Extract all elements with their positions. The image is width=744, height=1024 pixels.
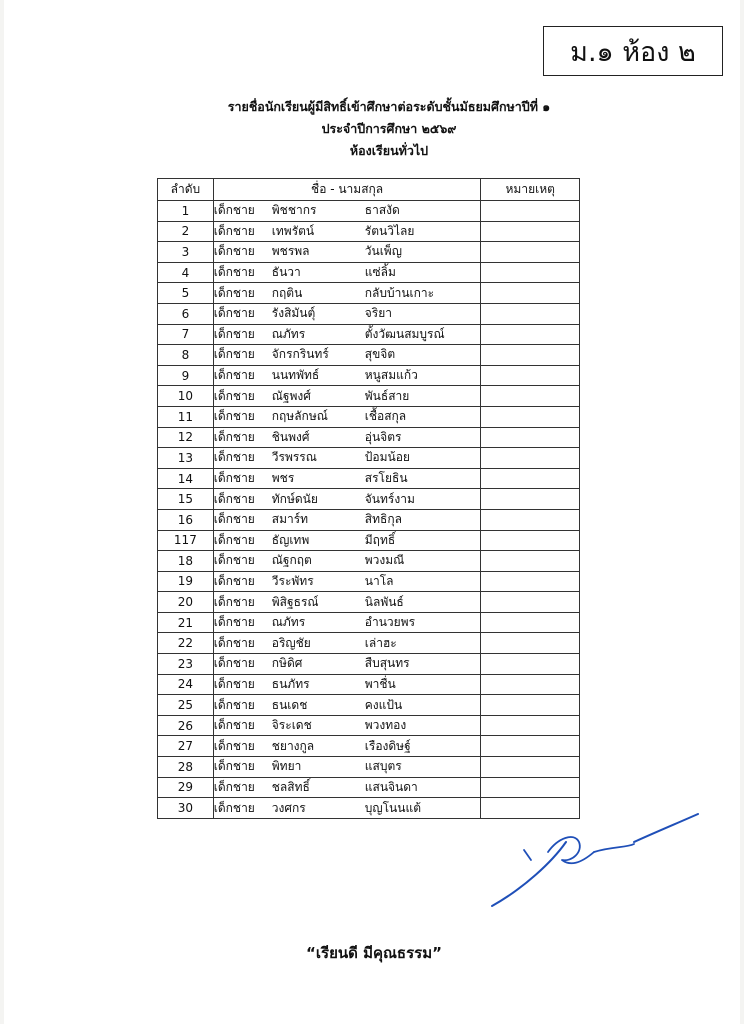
document-page [4,0,740,1024]
last-name: คงแป้น [364,697,403,712]
row-number: 18 [158,551,214,572]
row-number: 11 [158,406,214,427]
last-name: มีฤทธิ์ [364,532,396,547]
row-number: 10 [158,386,214,407]
table-row [158,283,580,304]
name-prefix: เด็กชาย [213,759,255,774]
row-number: 16 [158,509,214,530]
last-name: นาโล [364,573,394,588]
note-cell [481,509,580,530]
student-name [213,386,481,407]
note-cell [481,489,580,510]
table-row [158,551,580,572]
note-cell [481,612,580,633]
name-prefix: เด็กชาย [213,615,255,630]
last-name: พวงทอง [364,718,407,733]
name-prefix: เด็กชาย [213,429,255,444]
student-name [213,448,481,469]
table-row [158,303,580,324]
note-cell [481,365,580,386]
last-name: เชื้อสกุล [364,409,407,424]
row-number: 15 [158,489,214,510]
note-cell [481,324,580,345]
roster-body [158,201,580,819]
student-name [213,654,481,675]
first-name: วีระพัทร [271,573,314,588]
last-name: พาชื่น [364,676,396,691]
first-name: วีรพรรณ [271,450,317,465]
last-name: แสนจินดา [364,779,418,794]
student-name [213,777,481,798]
student-name [213,427,481,448]
note-cell [481,633,580,654]
table-row [158,757,580,778]
row-number: 9 [158,365,214,386]
first-name: นนทพัทธ์ [271,368,320,383]
note-cell [481,386,580,407]
note-cell [481,406,580,427]
last-name: สิทธิกุล [364,512,402,527]
table-header-row [158,179,580,201]
note-cell [481,530,580,551]
table-row [158,509,580,530]
first-name: ธันวา [271,265,301,280]
row-number: 20 [158,592,214,613]
table-row [158,242,580,263]
first-name: ธนภัทร [271,676,310,691]
title-line-3: ห้องเรียนทั่วไป [349,143,429,158]
first-name: ชลสิทธิ์ [271,779,310,794]
student-name [213,633,481,654]
note-cell [481,242,580,263]
first-name: ณภัทร [271,326,306,341]
name-prefix: เด็กชาย [213,594,255,609]
note-cell [481,468,580,489]
first-name: กฤติน [271,285,303,300]
table-row [158,571,580,592]
note-cell [481,592,580,613]
name-prefix: เด็กชาย [213,656,255,671]
table-row [158,736,580,757]
first-name: ชยางกูล [271,738,315,753]
signature-mark [484,808,704,918]
row-number: 27 [158,736,214,757]
table-row [158,468,580,489]
table-row [158,592,580,613]
first-name: ชินพงศ์ [271,429,310,444]
table-row [158,674,580,695]
note-cell [481,736,580,757]
note-cell [481,427,580,448]
row-number: 6 [158,303,214,324]
name-prefix: เด็กชาย [213,779,255,794]
last-name: จริยา [364,306,393,321]
note-cell [481,695,580,716]
row-number: 25 [158,695,214,716]
last-name: ป้อมน้อย [364,450,410,465]
document-title [164,96,614,162]
first-name: ณภัทร [271,615,306,630]
name-prefix: เด็กชาย [213,388,255,403]
room-label: ม.๑ ห้อง ๒ [543,26,723,76]
student-name [213,612,481,633]
student-name [213,509,481,530]
name-prefix: เด็กชาย [213,203,255,218]
name-prefix: เด็กชาย [213,718,255,733]
first-name: ธัญเทพ [271,532,310,547]
row-number: 24 [158,674,214,695]
first-name: พิชชากร [271,203,317,218]
name-prefix: เด็กชาย [213,471,255,486]
row-number: 26 [158,715,214,736]
name-prefix: เด็กชาย [213,800,255,815]
student-name [213,262,481,283]
note-cell [481,221,580,242]
student-name [213,489,481,510]
last-name: ตั้งวัฒนสมบูรณ์ [364,326,445,341]
note-cell [481,654,580,675]
row-number: 13 [158,448,214,469]
note-cell [481,571,580,592]
note-cell [481,303,580,324]
first-name: รังสิมันต์ุ [271,306,316,321]
student-name [213,736,481,757]
first-name: ธนเดช [271,697,308,712]
header-name: ชื่อ - นามสกุล [213,179,481,201]
last-name: ธาสงัด [364,203,400,218]
name-prefix: เด็กชาย [213,512,255,527]
table-row [158,654,580,675]
table-row [158,221,580,242]
name-prefix: เด็กชาย [213,409,255,424]
last-name: นิลพันธ์ [364,594,404,609]
first-name: กษิดิศ [271,656,303,671]
name-prefix: เด็กชาย [213,306,255,321]
last-name: หนูสมแก้ว [364,368,418,383]
last-name: อุ่นจิตร [364,429,402,444]
first-name: สมาร์ท [271,512,309,527]
last-name: สืบสุนทร [364,656,410,671]
name-prefix: เด็กชาย [213,265,255,280]
row-number: 28 [158,757,214,778]
first-name: พชรพล [271,244,310,259]
note-cell [481,345,580,366]
row-number: 22 [158,633,214,654]
last-name: เล่าฮะ [364,635,397,650]
last-name: จันทร์งาม [364,491,415,506]
first-name: ณัฐกฤต [271,553,312,568]
table-row [158,489,580,510]
last-name: วันเพ็ญ [364,244,402,259]
header-no: ลำดับ [158,179,214,201]
name-prefix: เด็กชาย [213,676,255,691]
student-name [213,365,481,386]
table-row [158,365,580,386]
student-name [213,715,481,736]
student-name [213,406,481,427]
row-number: 19 [158,571,214,592]
student-name [213,324,481,345]
table-row [158,201,580,222]
student-name [213,221,481,242]
student-roster-table [157,178,580,819]
name-prefix: เด็กชาย [213,532,255,547]
row-number: 3 [158,242,214,263]
student-name [213,283,481,304]
table-row [158,345,580,366]
row-number: 14 [158,468,214,489]
row-number: 8 [158,345,214,366]
table-row [158,386,580,407]
last-name: แซ่ลิ้ม [364,265,396,280]
student-name [213,757,481,778]
row-number: 7 [158,324,214,345]
student-name [213,695,481,716]
table-row [158,695,580,716]
last-name: พวงมณี [364,553,405,568]
last-name: พันธ์สาย [364,388,410,403]
name-prefix: เด็กชาย [213,450,255,465]
table-row [158,427,580,448]
note-cell [481,715,580,736]
first-name: จักรกรินทร์ [271,347,329,362]
name-prefix: เด็กชาย [213,635,255,650]
table-row [158,406,580,427]
name-prefix: เด็กชาย [213,326,255,341]
student-name [213,530,481,551]
first-name: พิสิฐธรณ์ [271,594,319,609]
table-row [158,530,580,551]
table-row [158,448,580,469]
first-name: จิระเดช [271,718,312,733]
last-name: สรโยธิน [364,471,408,486]
row-number: 23 [158,654,214,675]
last-name: กลับบ้านเกาะ [364,285,435,300]
row-number: 30 [158,798,214,819]
student-name [213,551,481,572]
last-name: สุขจิต [364,347,396,362]
note-cell [481,262,580,283]
first-name: อริญชัย [271,635,311,650]
table-row [158,324,580,345]
last-name: เรืองดิษฐ์ [364,738,411,753]
name-prefix: เด็กชาย [213,738,255,753]
last-name: แสบุตร [364,759,402,774]
note-cell [481,551,580,572]
row-number: 117 [158,530,214,551]
name-prefix: เด็กชาย [213,697,255,712]
row-number: 29 [158,777,214,798]
note-cell [481,777,580,798]
title-line-2: ประจำปีการศึกษา ๒๕๖๙ [321,121,457,136]
first-name: ณัฐพงศ์ [271,388,311,403]
name-prefix: เด็กชาย [213,347,255,362]
student-name [213,345,481,366]
first-name: ทักษ์ดนัย [271,491,318,506]
row-number: 2 [158,221,214,242]
first-name: วงศกร [271,800,306,815]
last-name: บุญโนนแต้ [364,800,421,815]
name-prefix: เด็กชาย [213,285,255,300]
row-number: 12 [158,427,214,448]
student-name [213,592,481,613]
note-cell [481,674,580,695]
row-number: 21 [158,612,214,633]
title-line-1: รายชื่อนักเรียนผู้มีสิทธิ์เข้าศึกษาต่อระดับชั้นมัธยมศึกษาปีที่ ๑ [227,99,551,114]
student-name [213,674,481,695]
table-row [158,262,580,283]
student-name [213,242,481,263]
student-name [213,303,481,324]
name-prefix: เด็กชาย [213,244,255,259]
name-prefix: เด็กชาย [213,368,255,383]
name-prefix: เด็กชาย [213,491,255,506]
note-cell [481,283,580,304]
row-number: 1 [158,201,214,222]
name-prefix: เด็กชาย [213,573,255,588]
note-cell [481,201,580,222]
school-motto: “เรียนดี มีคุณธรรม” [306,944,442,962]
student-name [213,468,481,489]
row-number: 4 [158,262,214,283]
student-name [213,201,481,222]
table-row [158,715,580,736]
student-name [213,571,481,592]
first-name: เทพรัตน์ [271,223,315,238]
table-row [158,612,580,633]
first-name: พชร [271,471,295,486]
first-name: พิทยา [271,759,302,774]
name-prefix: เด็กชาย [213,553,255,568]
name-prefix: เด็กชาย [213,223,255,238]
note-cell [481,448,580,469]
student-name [213,798,481,819]
table-row [158,633,580,654]
table-row [158,777,580,798]
last-name: อำนวยพร [364,615,416,630]
header-note: หมายเหตุ [481,179,580,201]
last-name: รัตนวิไลย [364,223,415,238]
note-cell [481,757,580,778]
row-number: 5 [158,283,214,304]
first-name: กฤษลักษณ์ [271,409,328,424]
